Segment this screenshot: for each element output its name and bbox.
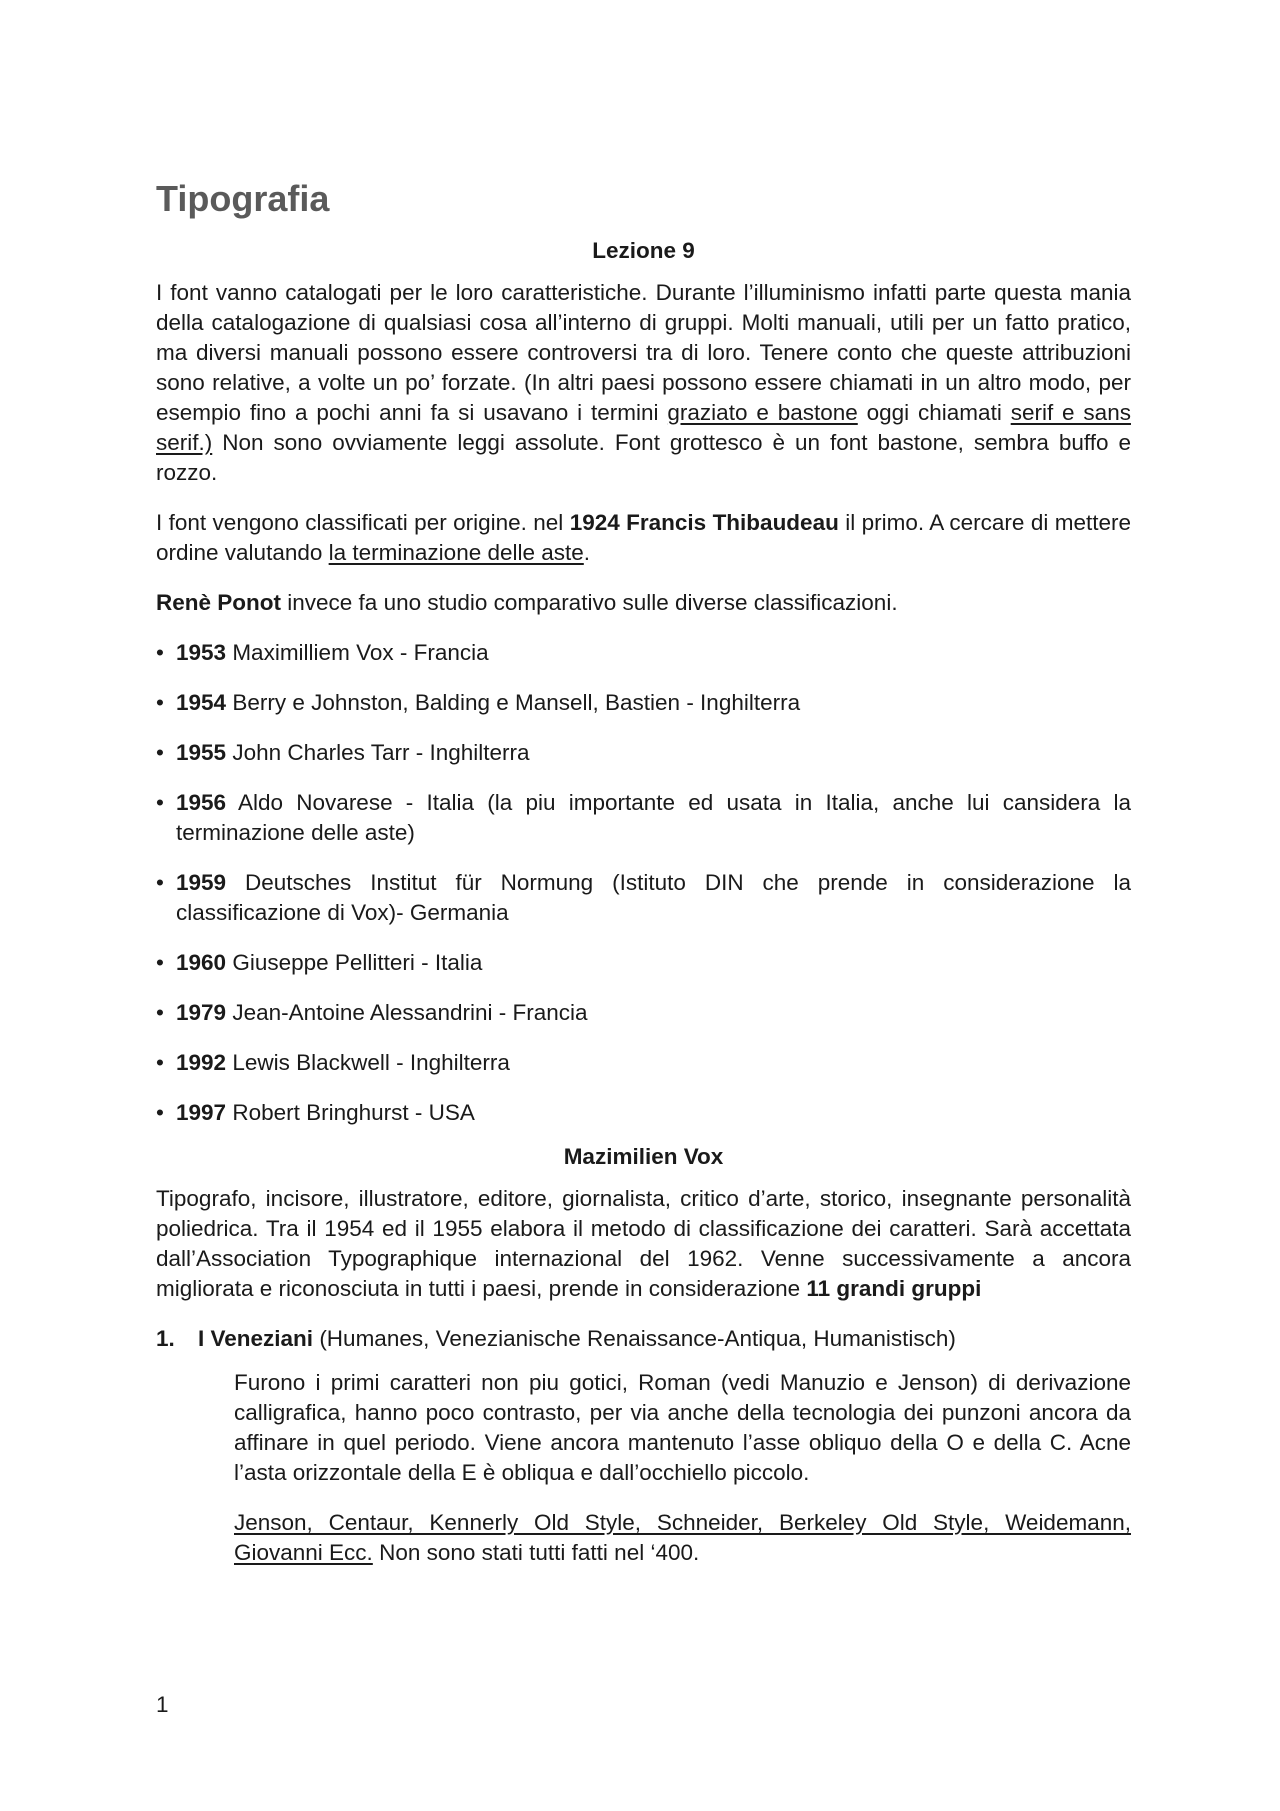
list-item-text: Robert Bringhurst - USA — [226, 1100, 475, 1125]
intro-text-2: oggi chiamati — [857, 400, 1011, 425]
group-name: I Veneziani — [198, 1326, 314, 1351]
group-aliases: (Humanes, Venezianische Renaissance-Antiqua, Humanistisch) — [313, 1326, 956, 1351]
page-content — [156, 176, 1131, 1588]
group-examples — [234, 1508, 1131, 1568]
bullet-icon: • — [156, 1000, 164, 1025]
ponot-paragraph — [156, 588, 1131, 618]
list-item-text: Aldo Novarese - Italia (la piu importante ed usata in Italia, anche lui cansidera la terminazione delle aste) — [176, 790, 1131, 845]
group-examples-underlined: Jenson, Centaur, Kennerly Old Style, Schneider, Berkeley Old Style, Weidemann, Giovanni Ecc. — [234, 1510, 1131, 1565]
list-item-year: 1954 — [176, 690, 227, 715]
list-item — [156, 638, 1131, 668]
lesson-heading: Lezione 9 — [592, 238, 695, 263]
list-item — [156, 1098, 1131, 1128]
list-item-year: 1955 — [176, 740, 227, 765]
vox-paragraph — [156, 1184, 1131, 1304]
intro-paragraph — [156, 278, 1131, 488]
ponot-name: Renè Ponot — [156, 590, 282, 615]
list-item-text: Deutsches Institut für Normung (Istituto DIN che prende in considerazione la classificazione di Vox)- Germania — [176, 870, 1131, 925]
list-item — [156, 948, 1131, 978]
list-item-year: 1959 — [176, 870, 227, 895]
list-item — [156, 998, 1131, 1028]
list-item-year: 1992 — [176, 1050, 227, 1075]
list-item-text: Lewis Blackwell - Inghilterra — [226, 1050, 510, 1075]
list-item-year: 1960 — [176, 950, 227, 975]
bullet-icon: • — [156, 690, 164, 715]
group-item-veneziani — [156, 1324, 1131, 1354]
bullet-icon: • — [156, 1050, 164, 1075]
classification-text-2: il primo. A cercare di mettere ordine valutando — [156, 510, 1132, 565]
classification-underline: la terminazione delle aste — [328, 540, 584, 565]
group-details — [234, 1368, 1131, 1568]
intro-text-1: I font vanno catalogati per le loro caratteristiche. Durante l’illuminismo infatti parte questa mania della catalogazione di qualsiasi cosa all’interno di gruppi. Molti manuali, utili per un fatto pratico, ma diversi manuali possono essere controversi tra di loro. Tenere conto che queste attribuzioni sono relative, a volte un po’ forzate. (In altri paesi possono essere chiamati in un altro modo, per esempio fino a pochi anni fa si usavano i termini — [156, 280, 1131, 425]
list-item — [156, 788, 1131, 848]
list-item — [156, 868, 1131, 928]
list-item — [156, 688, 1131, 718]
intro-underline-graziato: graziato e bastone — [667, 400, 858, 425]
list-item-text: John Charles Tarr - Inghilterra — [226, 740, 530, 765]
group-examples-note: Non sono stati tutti fatti nel ‘400. — [372, 1540, 700, 1565]
group-number: 1. — [156, 1326, 175, 1351]
bullet-icon: • — [156, 740, 164, 765]
vox-heading: Mazimilien Vox — [563, 1144, 724, 1169]
intro-text-3: Non sono ovviamente leggi assolute. Font grottesco è un font bastone, sembra buffo e rozzo. — [156, 430, 1131, 485]
list-item-year: 1997 — [176, 1100, 227, 1125]
list-item-text: Maximilliem Vox - Francia — [226, 640, 489, 665]
page-number: 1 — [156, 1692, 169, 1717]
intro-underline-serif: serif e sans serif.) — [156, 400, 1131, 455]
list-item — [156, 1048, 1131, 1078]
classification-bold: 1924 Francis Thibaudeau — [569, 510, 839, 535]
bullet-icon: • — [156, 640, 164, 665]
bullet-icon: • — [156, 950, 164, 975]
list-item-year: 1979 — [176, 1000, 227, 1025]
bullet-icon: • — [156, 1100, 164, 1125]
classification-text-3: . — [583, 540, 591, 565]
vox-bold: 11 grandi gruppi — [806, 1276, 982, 1301]
classification-text-1: I font vengono classificati per origine. nel — [156, 510, 570, 535]
vox-text: Tipografo, incisore, illustratore, editore, giornalista, critico d’arte, storico, insegnante personalità poliedrica. Tra il 1954 ed il 1955 elabora il metodo di classificazione dei caratteri. Sarà accettata dall’Association Typographique internazional del 1962. Venne successivamente a ancora migliorata e riconosciuta in tutti i paesi, prende in considerazione — [156, 1186, 1131, 1301]
list-item-text: Giuseppe Pellitteri - Italia — [226, 950, 483, 975]
list-item-year: 1953 — [176, 640, 227, 665]
timeline-list — [156, 638, 1131, 1128]
ponot-text: invece fa uno studio comparativo sulle diverse classificazioni. — [281, 590, 898, 615]
list-item-text: Berry e Johnston, Balding e Mansell, Bastien - Inghilterra — [226, 690, 801, 715]
list-item-text: Jean-Antoine Alessandrini - Francia — [226, 1000, 588, 1025]
list-item-year: 1956 — [176, 790, 227, 815]
bullet-icon: • — [156, 870, 164, 895]
bullet-icon: • — [156, 790, 164, 815]
classification-paragraph — [156, 508, 1131, 568]
list-item — [156, 738, 1131, 768]
group-description: Furono i primi caratteri non piu gotici, Roman (vedi Manuzio e Jenson) di derivazione calligrafica, hanno poco contrasto, per via anche della tecnologia dei punzoni ancora da affinare in quel periodo. Viene ancora mantenuto l’asse obliquo della O e della C. Acne l’asta orizzontale della E è obliqua e dall’occhiello piccolo. — [234, 1370, 1131, 1485]
document-title: Tipografia — [156, 178, 330, 219]
